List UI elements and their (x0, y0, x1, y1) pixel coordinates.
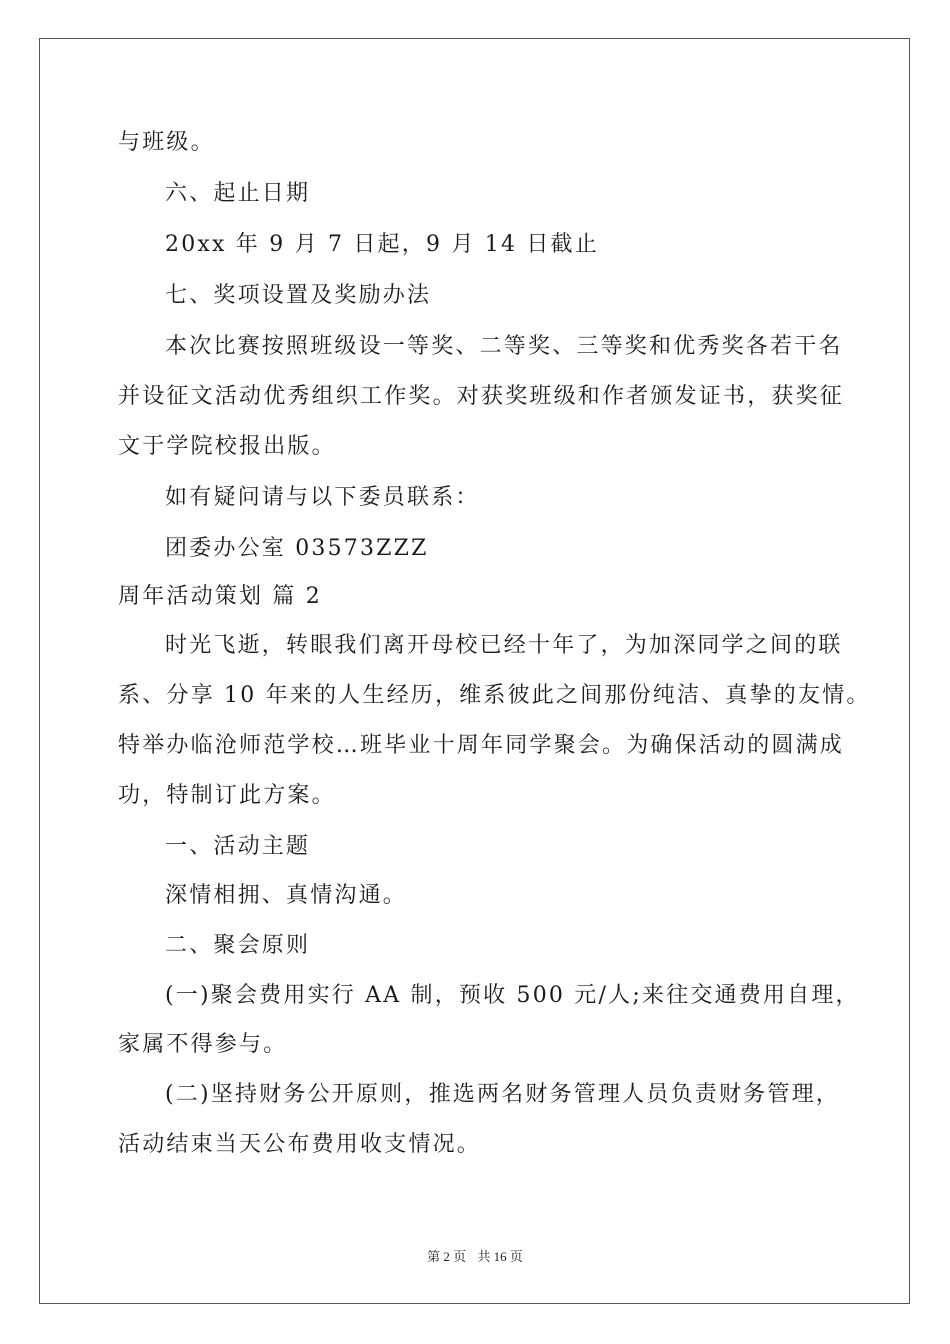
text-line: (二)坚持财务公开原则，推选两名财务管理人员负责财务管理， (165, 1082, 840, 1107)
section-heading: 一、活动主题 (165, 834, 311, 859)
section-heading: 六、起止日期 (165, 181, 311, 206)
text-line: (一)聚会费用实行 AA 制，预收 500 元/人;来往交通费用自理， (165, 983, 860, 1008)
text-line: 家属不得参与。 (118, 1032, 288, 1057)
text-line: 文于学院校报出版。 (118, 434, 336, 459)
text-line: 特举办临沧师范学校…班毕业十周年同学聚会。为确保活动的圆满成 (118, 733, 845, 758)
text-line: 功，特制订此方案。 (118, 783, 336, 808)
text-line: 本次比赛按照班级设一等奖、二等奖、三等奖和优秀奖各若干名 (165, 334, 843, 359)
section-heading: 七、奖项设置及奖励办法 (165, 283, 432, 308)
text-line: 与班级。 (118, 130, 215, 155)
page-footer (0, 1246, 950, 1265)
text-line: 深情相拥、真情沟通。 (165, 883, 408, 908)
text-line: 时光飞逝，转眼我们离开母校已经十年了，为加深同学之间的联 (165, 633, 843, 658)
page-total: 共 16 页 (477, 1249, 523, 1264)
page-border (39, 38, 910, 1304)
document-section-title: 周年活动策划 篇 2 (118, 584, 322, 609)
text-line: 系、分享 10 年来的人生经历，维系彼此之间那份纯洁、真挚的友情。 (118, 683, 871, 708)
page-number: 第 2 页 (427, 1249, 467, 1264)
text-line: 如有疑问请与以下委员联系： (165, 485, 480, 510)
text-line: 活动结束当天公布费用收支情况。 (118, 1132, 482, 1157)
text-line: 并设征文活动优秀组织工作奖。对获奖班级和作者颁发证书，获奖征 (118, 384, 845, 409)
text-line: 20xx 年 9 月 7 日起，9 月 14 日截止 (165, 232, 599, 257)
section-heading: 二、聚会原则 (165, 933, 311, 958)
text-line: 团委办公室 03573ZZZ (165, 536, 429, 561)
